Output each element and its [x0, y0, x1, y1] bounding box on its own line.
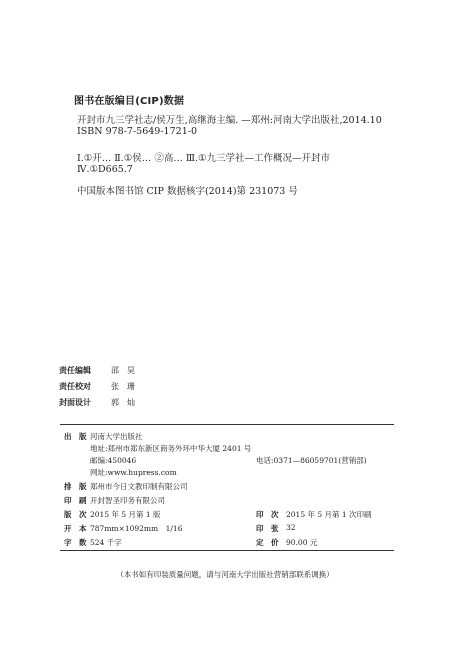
typeset-label: 排 版 [64, 482, 87, 491]
divider-bottom [60, 550, 394, 551]
quality-note: （本书如有印装质量问题，请与河南大学出版社营销部联系调换） [116, 570, 334, 579]
cip-data-number: 中国版本图书馆 CIP 数据核字(2014)第 231073 号 [77, 186, 298, 197]
cip-classification: Ⅳ.①D665.7 [77, 164, 133, 175]
impression-value: 2015 年 5 月第 1 次印刷 [286, 510, 372, 519]
format-label: 开 本 [64, 524, 87, 533]
cip-subject-terms: Ⅰ.①开… Ⅱ.①侯… ②高… Ⅲ.①九三学社—工作概况—开封市 [77, 153, 331, 164]
publisher-website: 网址:www.hupress.com [90, 468, 177, 477]
divider-top [60, 424, 394, 425]
staff-label: 封面设计 [59, 398, 91, 407]
staff-label: 责任编辑 [59, 366, 91, 375]
edition-value: 2015 年 5 月第 1 版 [90, 510, 161, 519]
words-label: 字 数 [64, 538, 87, 547]
impression-label: 印 次 [256, 510, 279, 519]
publisher-address: 地址:郑州市郑东新区商务外环中华大厦 2401 号 [90, 444, 252, 453]
price-label: 定 价 [256, 538, 279, 547]
edition-label: 版 次 [64, 510, 87, 519]
cip-catalog-entry: 开封市九三学社志/侯万生,高继海主编. —郑州:河南大学出版社,2014.10 [77, 115, 382, 126]
publisher-phone: 电话:0371—86059701(营销部) [256, 456, 367, 465]
staff-name: 邵 昊 [111, 366, 135, 375]
print-value: 开封智圣印务有限公司 [90, 496, 165, 505]
staff-label: 责任校对 [59, 382, 91, 391]
staff-editor [59, 365, 135, 376]
staff-proofreader [59, 381, 135, 392]
publisher-postcode: 邮编:450046 [90, 456, 137, 465]
sheets-label: 印 张 [256, 524, 279, 533]
staff-name: 张 珊 [111, 382, 135, 391]
publisher-name: 河南大学出版社 [90, 432, 143, 441]
print-label: 印 刷 [64, 496, 87, 505]
sheets-value: 32 [286, 523, 296, 532]
price-value: 90.00 元 [286, 538, 318, 547]
cip-isbn: ISBN 978-7-5649-1721-0 [77, 126, 197, 137]
staff-name: 郭 灿 [111, 398, 135, 407]
words-value: 524 千字 [90, 538, 122, 547]
format-value: 787mm×1092mm 1/16 [90, 524, 183, 533]
typeset-value: 郑州市今日文教印制有限公司 [90, 482, 188, 491]
staff-cover-designer [59, 397, 135, 408]
publisher-label: 出 版 [64, 432, 87, 441]
cip-title: 图书在版编目(CIP)数据 [74, 96, 185, 107]
